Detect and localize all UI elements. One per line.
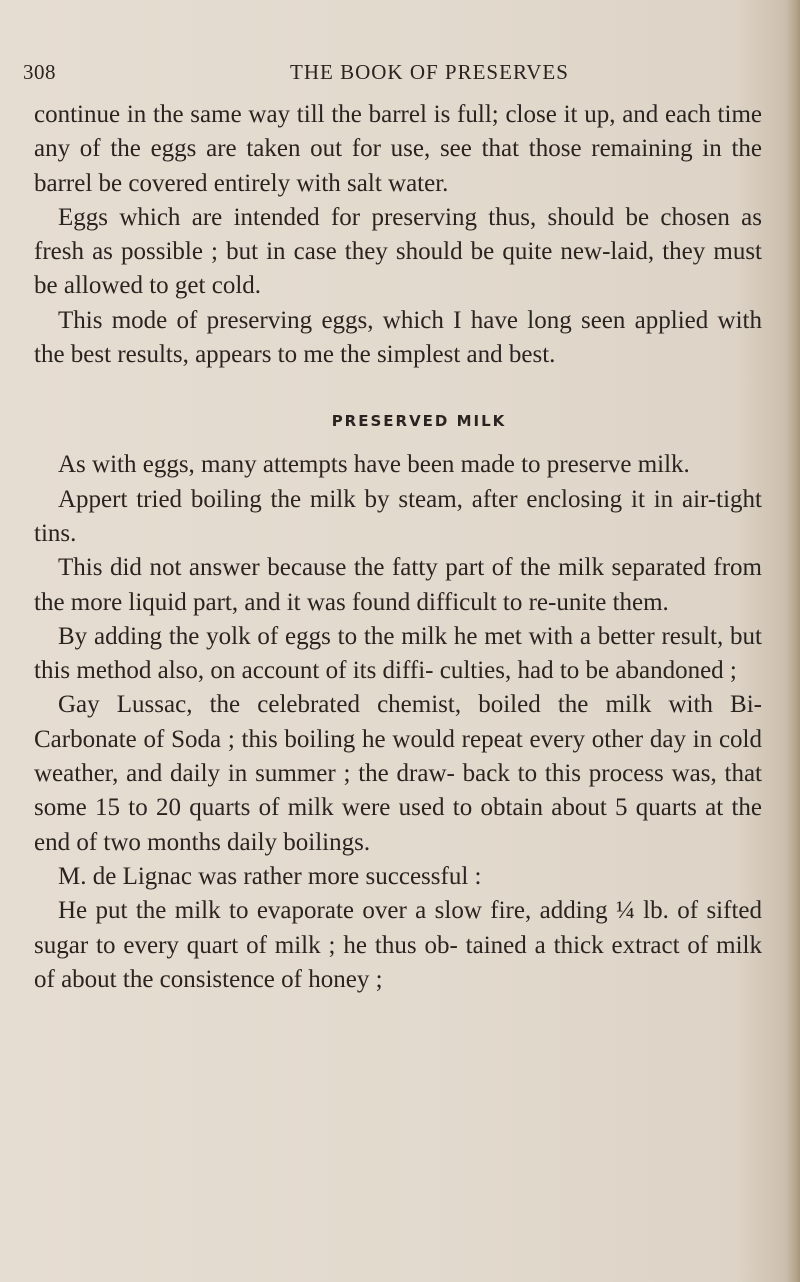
page-number: 308 [23,60,56,84]
body-text [34,98,762,997]
paragraph: M. de Lignac was rather more successful : [58,862,482,890]
section-heading: PRESERVED MILK [331,412,507,431]
paragraph: Gay Lussac, the celebrated chemist, boiled the milk with Bi-Carbonate of Soda ; this boiling he would repeat every other day in cold weather, and daily in summer ; the draw- back to this process was, that some 15 to 20 quarts of milk were used to obtain about 5 quarts at the end of two months daily boilings. [34,691,762,856]
running-head [0,58,800,92]
paragraph: Appert tried boiling the milk by steam, after enclosing it in air-tight tins. [34,485,762,547]
paragraph: This did not answer because the fatty part of the milk separated from the more liquid part, and it was found difficult to re-unite them. [34,554,762,616]
paragraph: continue in the same way till the barrel is full; close it up, and each time any of the eggs are taken out for use, see that those remaining in the barrel be covered entirely with salt water. [34,101,762,197]
paragraph: Eggs which are intended for preserving thus, should be chosen as fresh as possible ; but in case they should be quite new-laid, they must be allowed to get cold. [34,203,762,300]
page-edge-shadow [786,0,800,1282]
running-title: THE BOOK OF PRESERVES [290,60,569,84]
paragraph: As with eggs, many attempts have been made to preserve milk. [58,451,690,479]
paragraph: By adding the yolk of eggs to the milk he met with a better result, but this method also, on account of its diffi- culties, had to be abandoned ; [34,622,762,685]
paragraph: He put the milk to evaporate over a slow fire, adding ¼ lb. of sifted sugar to every quart of milk ; he thus ob- tained a thick extract of milk of about the consistence of honey ; [34,897,762,993]
paragraph: This mode of preserving eggs, which I have long seen applied with the best results, appears to me the simplest and best. [34,306,762,369]
